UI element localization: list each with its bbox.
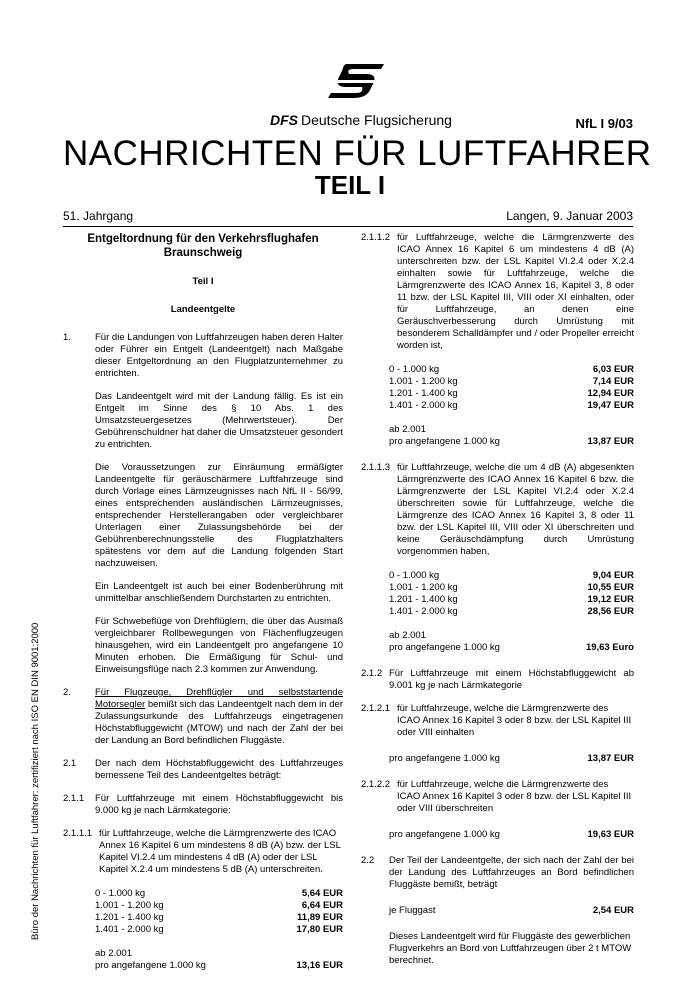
rate-value: 5,64 EUR: [301, 888, 343, 899]
rate-range: 1.401 - 2.000 kg: [389, 606, 458, 617]
rate-row: [389, 905, 634, 917]
paragraph-2-1-2-1: [361, 703, 634, 739]
brand-prefix: DFS: [270, 112, 298, 128]
left-column: [63, 232, 343, 972]
rate-row: [95, 912, 343, 924]
rate-row: [95, 900, 343, 912]
paragraph-2-1-1: [63, 793, 343, 817]
paragraph-text: Der nach dem Höchstabfluggewicht des Luftfahrzeuges bemessene Teil des Landeentgeltes beträgt:: [95, 758, 343, 781]
rate-row: [389, 436, 634, 448]
paragraph-text: für Luftfahrzeuge, welche die Lärmgrenzwerte des ICAO Annex 16 Kapitel 3 oder 8 bzw. der LSL Kapitel III oder VIII überschreiten: [397, 779, 632, 814]
brand-name: Deutsche Flugsicherung: [301, 112, 452, 128]
rate-value: 7,14 EUR: [592, 376, 634, 387]
rate-value: 9,04 EUR: [592, 570, 634, 581]
rate-row: [389, 376, 634, 388]
rate-value: 13,87 EUR: [587, 436, 634, 447]
paragraph-number: 2.1: [63, 758, 77, 769]
paragraph-1b: Das Landeentgelt wird mit der Landung fällig. Es ist ein Entgelt im Sinne des § 10 Abs. 1 des Umsatzsteuergesetzes (Mehrwertsteuer). Der Gebührenschuldner hat daher die Umsatzsteuer gesondert zu entrichten.: [95, 391, 343, 450]
paragraph-1e: Für Schwebeflüge von Drehflüglern, die über das Ausmaß vergleichbarer Rollbewegungen von Flächenflugzeugen hinausgehen, wird ein Landeentgelt pro angefangene 10 Minuten erhoben. Die Ermäßigung für Schul- und Einweisungsflüge nach 2.3 kommen zur Anwendung.: [95, 616, 343, 675]
paragraph-number: 2.1.1.1: [63, 828, 93, 839]
page-title: NACHRICHTEN FÜR LUFTFAHRER: [63, 134, 652, 173]
paragraph-text: Der Teil der Landeentgelte, der sich nach der Zahl der bei der Landung des Luftfahrzeuges an Bord befindlichen Fluggäste bemißt, beträgt: [389, 855, 634, 890]
rate-value: 13,87 EUR: [587, 753, 634, 764]
paragraph-number: 1.: [63, 332, 71, 343]
rate-value: 11,89 EUR: [297, 912, 343, 923]
paragraph-number: 2.2: [361, 855, 375, 866]
paragraph-text: für Luftfahrzeuge, welche die Lärmgrenzwerte des ICAO Annex 16 Kapitel 3 oder 8 bzw. der LSL Kapitel III oder VIII einhalten: [397, 703, 632, 738]
paragraph-text: Für Luftfahrzeuge mit einem Höchstabfluggewicht bis 9.000 kg je nach Lärmkategorie:: [95, 793, 343, 816]
rate-range: 1.201 - 1.400 kg: [389, 388, 458, 399]
rate-range: pro angefangene 1.000 kg: [389, 642, 500, 653]
paragraph-number: 2.1.1.2: [361, 232, 391, 243]
paragraph-2-1: [63, 758, 343, 782]
rate-value: 2,54 EUR: [592, 905, 634, 916]
document-heading: Entgeltordnung für den Verkehrsflughafen Braunschweig: [87, 233, 319, 259]
paragraph-rest: bemißt sich das Landeentgelt nach dem in der Zulassungsurkunde des Luftfahrzeugs eingetragenen Höchstabfluggewicht (MTOW) und nach der Zahl der bei der Landung an Bord befindlichen Fluggäste.: [95, 699, 343, 746]
rate-range: pro angefangene 1.000 kg: [389, 753, 500, 764]
rate-row: [389, 642, 634, 654]
paragraph-2-1-1-3: [361, 462, 634, 558]
paragraph-2-1-1-2: [361, 232, 634, 352]
paragraph-2: [63, 687, 343, 747]
underlined-text: Für Flugzeuge, Drehflügler und selbststartende Motorsegler: [95, 687, 343, 710]
paragraph-text: Für Luftfahrzeuge mit einem Höchstabfluggewicht ab 9.001 kg je nach Lärmkategorie: [389, 668, 634, 691]
rate-range: 1.001 - 1.200 kg: [389, 582, 458, 593]
rate-row: [389, 364, 634, 376]
rate-range: 1.001 - 1.200 kg: [389, 376, 458, 387]
rate-value: 17,80 EUR: [296, 924, 343, 935]
paragraph-number: 2.: [63, 687, 71, 698]
paragraph-2-1-1-1: [63, 828, 343, 876]
paragraph-text: für Luftfahrzeuge, welche die Lärmgrenzwerte des ICAO Annex 16 Kapitel 6 um mindestens 4 dB (A) unterschreiten bzw. der LSL Kapitel VI.2.4 oder X.2.4 einhalten sowie für Luftfahrzeuge, welche die Lärmgrenzwerte des ICAO Annex 16, Kapitel 3, 8 oder 11 bzw. der LSL Kapitel III, VIII oder XI einhalten, oder für Luftfahrzeuge, an denen eine Geräuschverbesserung durch Umrüstung mit besonderem Schalldämpfer und / oder Propeller erreicht worden ist,: [397, 232, 634, 351]
rate-row: [389, 582, 634, 594]
paragraph-text: [95, 687, 343, 747]
rate-value: 19,47 EUR: [587, 400, 634, 411]
rate-value: 10,55 EUR: [587, 582, 634, 593]
rate-value: 19,63 Euro: [585, 642, 634, 653]
rate-row: [389, 570, 634, 582]
rate-ab: ab 2.001: [95, 948, 132, 959]
rate-value: 13,16 EUR: [296, 960, 343, 971]
rate-range: pro angefangene 1.000 kg: [389, 829, 500, 840]
dfs-logo-icon: [326, 62, 386, 102]
rate-value: 19,12 EUR: [587, 594, 634, 605]
rate-row: [389, 606, 634, 618]
rate-value: 19,63 EUR: [587, 829, 634, 840]
rate-row: [95, 960, 343, 972]
rate-row: [95, 924, 343, 936]
rate-range: 1.401 - 2.000 kg: [389, 400, 458, 411]
rate-range: 0 - 1.000 kg: [95, 888, 146, 899]
rate-row: [389, 400, 634, 412]
paragraph-2-2b: Dieses Landeentgelt wird für Fluggäste des gewerblichen Flugverkehrs an Bord von Luftfahrzeugen über 2 t MTOW berechnet.: [389, 931, 632, 966]
paragraph-text: für Luftfahrzeuge, welche die um 4 dB (A) abgesenkten Lärmgrenzwerte des ICAO Annex 16 Kapitel 6 bzw. die Lärmgrenzwerte der LSL Kapitel VI.2.4 oder X.2.4 überschreiten sowie für Luftfahrzeuge, welche die Lärmgrenze des ICAO Annex 16 Kapitel 3, 8 oder 11 bzw. der LSL Kapitel III, VIII oder XI überschreiten und keine Geräuschdämpfung durch Umrüstung vorgenommen haben,: [397, 462, 634, 557]
volume: 51. Jahrgang: [63, 209, 134, 223]
place-date: Langen, 9. Januar 2003: [506, 209, 633, 223]
issue-number: NfL I 9/03: [575, 116, 633, 131]
rate-range: pro angefangene 1.000 kg: [389, 436, 500, 447]
rate-range: 1.201 - 1.400 kg: [95, 912, 164, 923]
paragraph-2-1-2-2: [361, 779, 634, 815]
part-label: Teil I: [192, 276, 214, 287]
paragraph-1d: Ein Landeentgelt ist auch bei einer Bodenberührung mit unmittelbar anschließendem Durchstarten zu entrichten.: [95, 581, 343, 604]
rate-range: 1.201 - 1.400 kg: [389, 594, 458, 605]
rate-value: 28,56 EUR: [587, 606, 634, 617]
paragraph-2-2: [361, 855, 634, 891]
rate-value: 6,03 EUR: [592, 364, 634, 375]
rate-range: 1.401 - 2.000 kg: [95, 924, 164, 935]
paragraph-number: 2.1.2.1: [361, 703, 391, 714]
rate-row: [95, 888, 343, 900]
rate-table: [95, 888, 343, 972]
brand: [270, 112, 452, 128]
rate-range: 1.001 - 1.200 kg: [95, 900, 164, 911]
right-column: [361, 232, 634, 978]
rate-row: [389, 388, 634, 400]
side-note: Büro der Nachrichten für Luftfahrer: zertifiziert nach ISO EN DIN 9001:2000: [30, 622, 41, 940]
paragraph-2-1-2: [361, 668, 634, 692]
paragraph-number: 2.1.1.3: [361, 462, 391, 473]
rate-value: 12,94 EUR: [587, 388, 634, 399]
part-title: Landeentgelte: [170, 304, 236, 315]
rate-row: [389, 829, 634, 841]
rate-ab: ab 2.001: [389, 424, 426, 435]
rate-range: pro angefangene 1.000 kg: [95, 960, 206, 971]
rate-range: 0 - 1.000 kg: [389, 570, 440, 581]
rate-table: [389, 570, 634, 654]
rate-range: je Fluggast: [389, 905, 436, 916]
paragraph-1: [63, 332, 343, 380]
paragraph-number: 2.1.1: [63, 793, 85, 804]
rate-value: 6,64 EUR: [301, 900, 343, 911]
paragraph-number: 2.1.2: [361, 668, 383, 679]
rate-row: [389, 594, 634, 606]
rate-range: 0 - 1.000 kg: [389, 364, 440, 375]
paragraph-1c: Die Voraussetzungen zur Einräumung ermäßigter Landeentgelte für geräuschärmere Luftfahrzeuge sind durch Vorlage eines Lärmzeugnisses nach NfL II - 56/99, eines entsprechenden ausländischen Lärmzeugnisses, entsprechender Herstellerangaben oder vergleichbarer Unterlagen einer Zulassungsbehörde bei der Gebührenberechnungsstelle des Flugplatzhalters spätestens vor dem auf die Landung folgenden Start nachzuweisen.: [95, 462, 343, 569]
paragraph-text: für Luftfahrzeuge, welche die Lärmgrenzwerte des ICAO Annex 16 Kapitel 6 um mindestens 8 dB (A) bzw. der LSL Kapitel VI.2.4 um mindestens 4 dB (A) oder der LSL Kapitel X.2.4 um mindestens 5 dB (A) unterschreiten.: [99, 828, 341, 875]
rate-ab: ab 2.001: [389, 630, 426, 641]
page-subtitle: TEIL I: [314, 170, 386, 200]
paragraph-text: Für die Landungen von Luftfahrzeugen haben deren Halter oder Führer ein Entgelt (Landeentgelt) nach Maßgabe dieser Entgeltordnung an den Flugplatzunternehmer zu entrichten.: [95, 332, 343, 379]
rate-row: [389, 753, 634, 765]
paragraph-number: 2.1.2.2: [361, 779, 391, 790]
rate-table: [389, 364, 634, 448]
header-rule: [63, 226, 633, 227]
